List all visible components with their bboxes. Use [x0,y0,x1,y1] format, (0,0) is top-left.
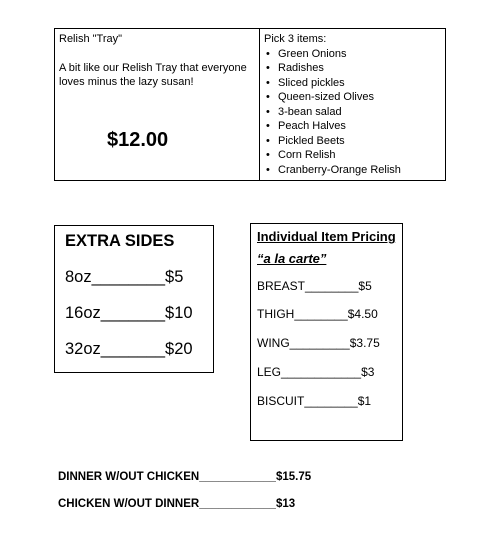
list-item: • 3-bean salad [264,105,441,120]
pick-list [264,47,441,178]
list-item: • Cranberry-Orange Relish [264,163,441,178]
individual-pricing-subtitle: “a la carte” [257,251,327,266]
individual-pricing-title: Individual Item Pricing [257,229,396,244]
relish-title: Relish "Tray" [59,33,123,45]
list-item: • Queen-sized Olives [264,90,441,105]
individual-pricing-row: LEG____________$3 [257,365,375,379]
extra-sides-box [54,225,214,373]
pick-items-cell [260,29,446,181]
list-item: • Green Onions [264,47,441,62]
individual-pricing-row: WING_________$3.75 [257,336,380,350]
individual-pricing-row: THIGH________$4.50 [257,307,378,321]
extra-sides-title: EXTRA SIDES [65,232,175,250]
list-item: • Pickled Beets [264,134,441,149]
extra-sides-row: 32oz_______$20 [65,340,193,358]
extra-sides-row: 8oz________$5 [65,268,184,286]
relish-table [54,28,446,181]
extra-sides-row: 16oz_______$10 [65,304,193,322]
list-item: • Corn Relish [264,148,441,163]
relish-price: $12.00 [107,129,169,151]
individual-pricing-box [250,223,403,441]
dinner-without-chicken-line: DINNER W/OUT CHICKEN____________$15.75 [58,471,312,483]
list-item: • Sliced pickles [264,76,441,91]
chicken-without-dinner-line: CHICKEN W/OUT DINNER____________$13 [58,498,296,510]
relish-cell [55,29,260,181]
pick-header: Pick 3 items: [264,33,327,45]
relish-description: A bit like our Relish Tray that everyone loves minus the lazy susan! [59,61,247,88]
individual-pricing-row: BREAST________$5 [257,279,372,293]
individual-pricing-row: BISCUIT________$1 [257,394,372,408]
list-item: • Radishes [264,61,441,76]
list-item: • Peach Halves [264,119,441,134]
